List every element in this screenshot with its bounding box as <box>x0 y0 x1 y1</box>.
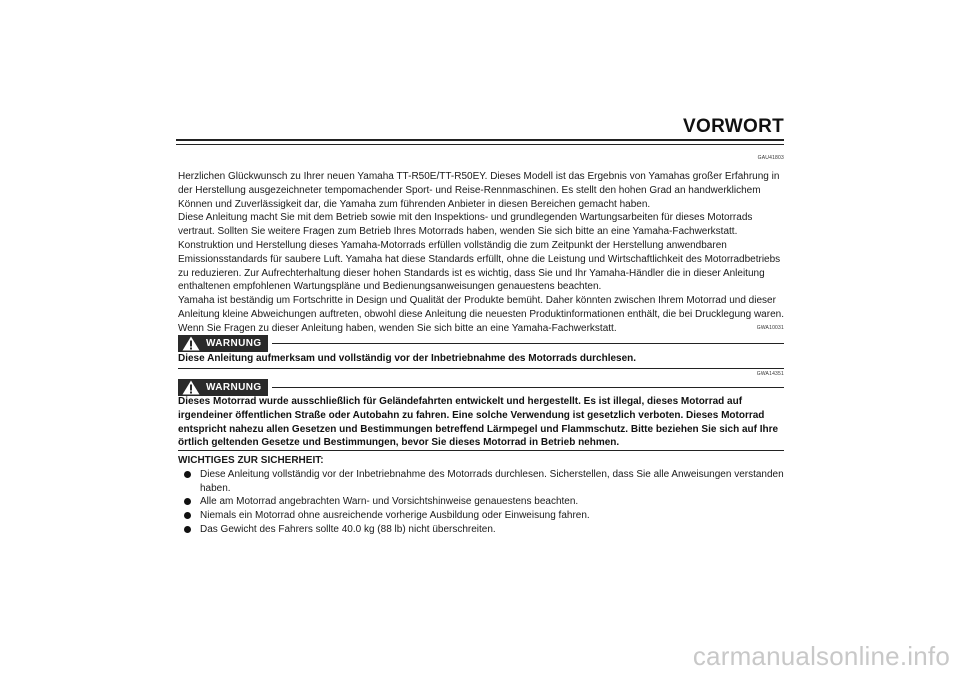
intro-paragraph: Herzlichen Glückwunsch zu Ihrer neuen Yamaha TT-R50E/TT-R50EY. Dieses Modell ist das Ergebnis von Yamahas großer Erfahrung in der Herstellung ausgezeichneter tempomachender Sport- und Reise-Rennmaschinen. Es stellt den hohen Grad an handwerklichem Können und Zuverlässigkeit dar, die Yamaha zum führenden Anbieter in diesen Bereichen gemacht haben. <box>178 171 780 210</box>
warning-header <box>178 335 784 353</box>
list-item: Diese Anleitung vollständig vor der Inbetriebnahme des Motorrads durchlesen. Sicherstellen, dass Sie alle Anweisungen verstanden haben. <box>178 468 784 496</box>
warning-badge <box>178 379 268 396</box>
bullet-icon <box>184 526 191 533</box>
list-item: Das Gewicht des Fahrers sollte 40.0 kg (88 lb) nicht überschreiten. <box>178 523 784 537</box>
safety-list <box>178 468 784 537</box>
list-item: Niemals ein Motorrad ohne ausreichende vorherige Ausbildung oder Einweisung fahren. <box>178 509 784 523</box>
safety-heading: WICHTIGES ZUR SICHERHEIT: <box>178 455 324 466</box>
warning-code: GWA14351 <box>756 371 784 377</box>
page-title: VORWORT <box>683 116 784 137</box>
intro-paragraph: Konstruktion und Herstellung dieses Yamaha-Motorrads erfüllen vollständig die zum Zeitpunkt der Herstellung anwendbaren Emissionsstandards für saubere Luft. Yamaha hat diese Standards erfüllt, ohne die Leistung und Wirtschaftlichkeit des Motorradbetriebs zu reduzieren. Zur Aufrechterhaltung dieser hohen Standards ist es wichtig, dass Sie und Ihr Yamaha-Händler die in dieser Anleitung enthaltenen empfohlenen Wartungspläne und Bedienungsanweisungen genauestens beachten. <box>178 239 781 293</box>
warning-label: WARNUNG <box>206 382 262 393</box>
header-rule <box>176 139 784 141</box>
warning-label: WARNUNG <box>206 338 262 349</box>
warning-badge <box>178 335 268 352</box>
safety-section <box>178 454 784 537</box>
warning-triangle-icon <box>182 336 200 351</box>
bullet-icon <box>184 471 191 478</box>
list-item: Alle am Motorrad angebrachten Warn- und Vorsichtshinweise genauestens beachten. <box>178 495 784 509</box>
intro-paragraph: Yamaha ist beständig um Fortschritte in Design und Qualität der Produkte bemüht. Daher könnten zwischen Ihrem Motorrad und dieser Anleitung kleine Abweichungen auftreten, obwohl diese Anleitung die neuesten Produktinformationen enthält, die bei Drucklegung waren. Wenn Sie Fragen zu dieser Anleitung haben, wenden Sie sich bitte an eine Yamaha-Fachwerkstatt. <box>178 295 784 334</box>
bullet-icon <box>184 512 191 519</box>
warning-end-rule <box>178 368 784 369</box>
warning-text: Diese Anleitung aufmerksam und vollständig vor der Inbetriebnahme des Motorrads durchlesen. <box>178 353 637 364</box>
intro-paragraph: Diese Anleitung macht Sie mit dem Betrieb sowie mit den Inspektions- und grundlegenden Wartungsarbeiten für dieses Motorrads vertraut. Sollten Sie weitere Fragen zum Betrieb Ihres Motorrads haben, wenden Sie sich bitte an eine Yamaha-Fachwerkstatt. <box>178 212 753 238</box>
section-code: GAU41803 <box>757 155 784 161</box>
warning-rule <box>272 387 784 388</box>
warning-code: GWA10031 <box>756 325 784 331</box>
warning-rule <box>272 343 784 344</box>
warning-end-rule <box>178 450 784 451</box>
header-rule-thin <box>176 144 784 145</box>
watermark: carmanualsonline.info <box>692 641 950 671</box>
intro-text <box>178 170 784 336</box>
warning-triangle-icon <box>182 380 200 395</box>
bullet-icon <box>184 498 191 505</box>
warning-text: Dieses Motorrad wurde ausschließlich für Geländefahrten entwickelt und hergestellt. Es ist illegal, dieses Motorrad auf irgendeiner öffentlichen Straße oder Autobahn zu fahren. Eine solche Verwendung ist gesetzlich verboten. Dieses Motorrad entspricht nahezu allen Gesetzen und Bestimmungen betreffend Lärmpegel und Flammschutz. Bitte beziehen Sie sich auf Ihre örtlich geltenden Gesetze und Bestimmungen, bevor Sie dieses Motorrad in Betrieb nehmen. <box>178 396 779 449</box>
